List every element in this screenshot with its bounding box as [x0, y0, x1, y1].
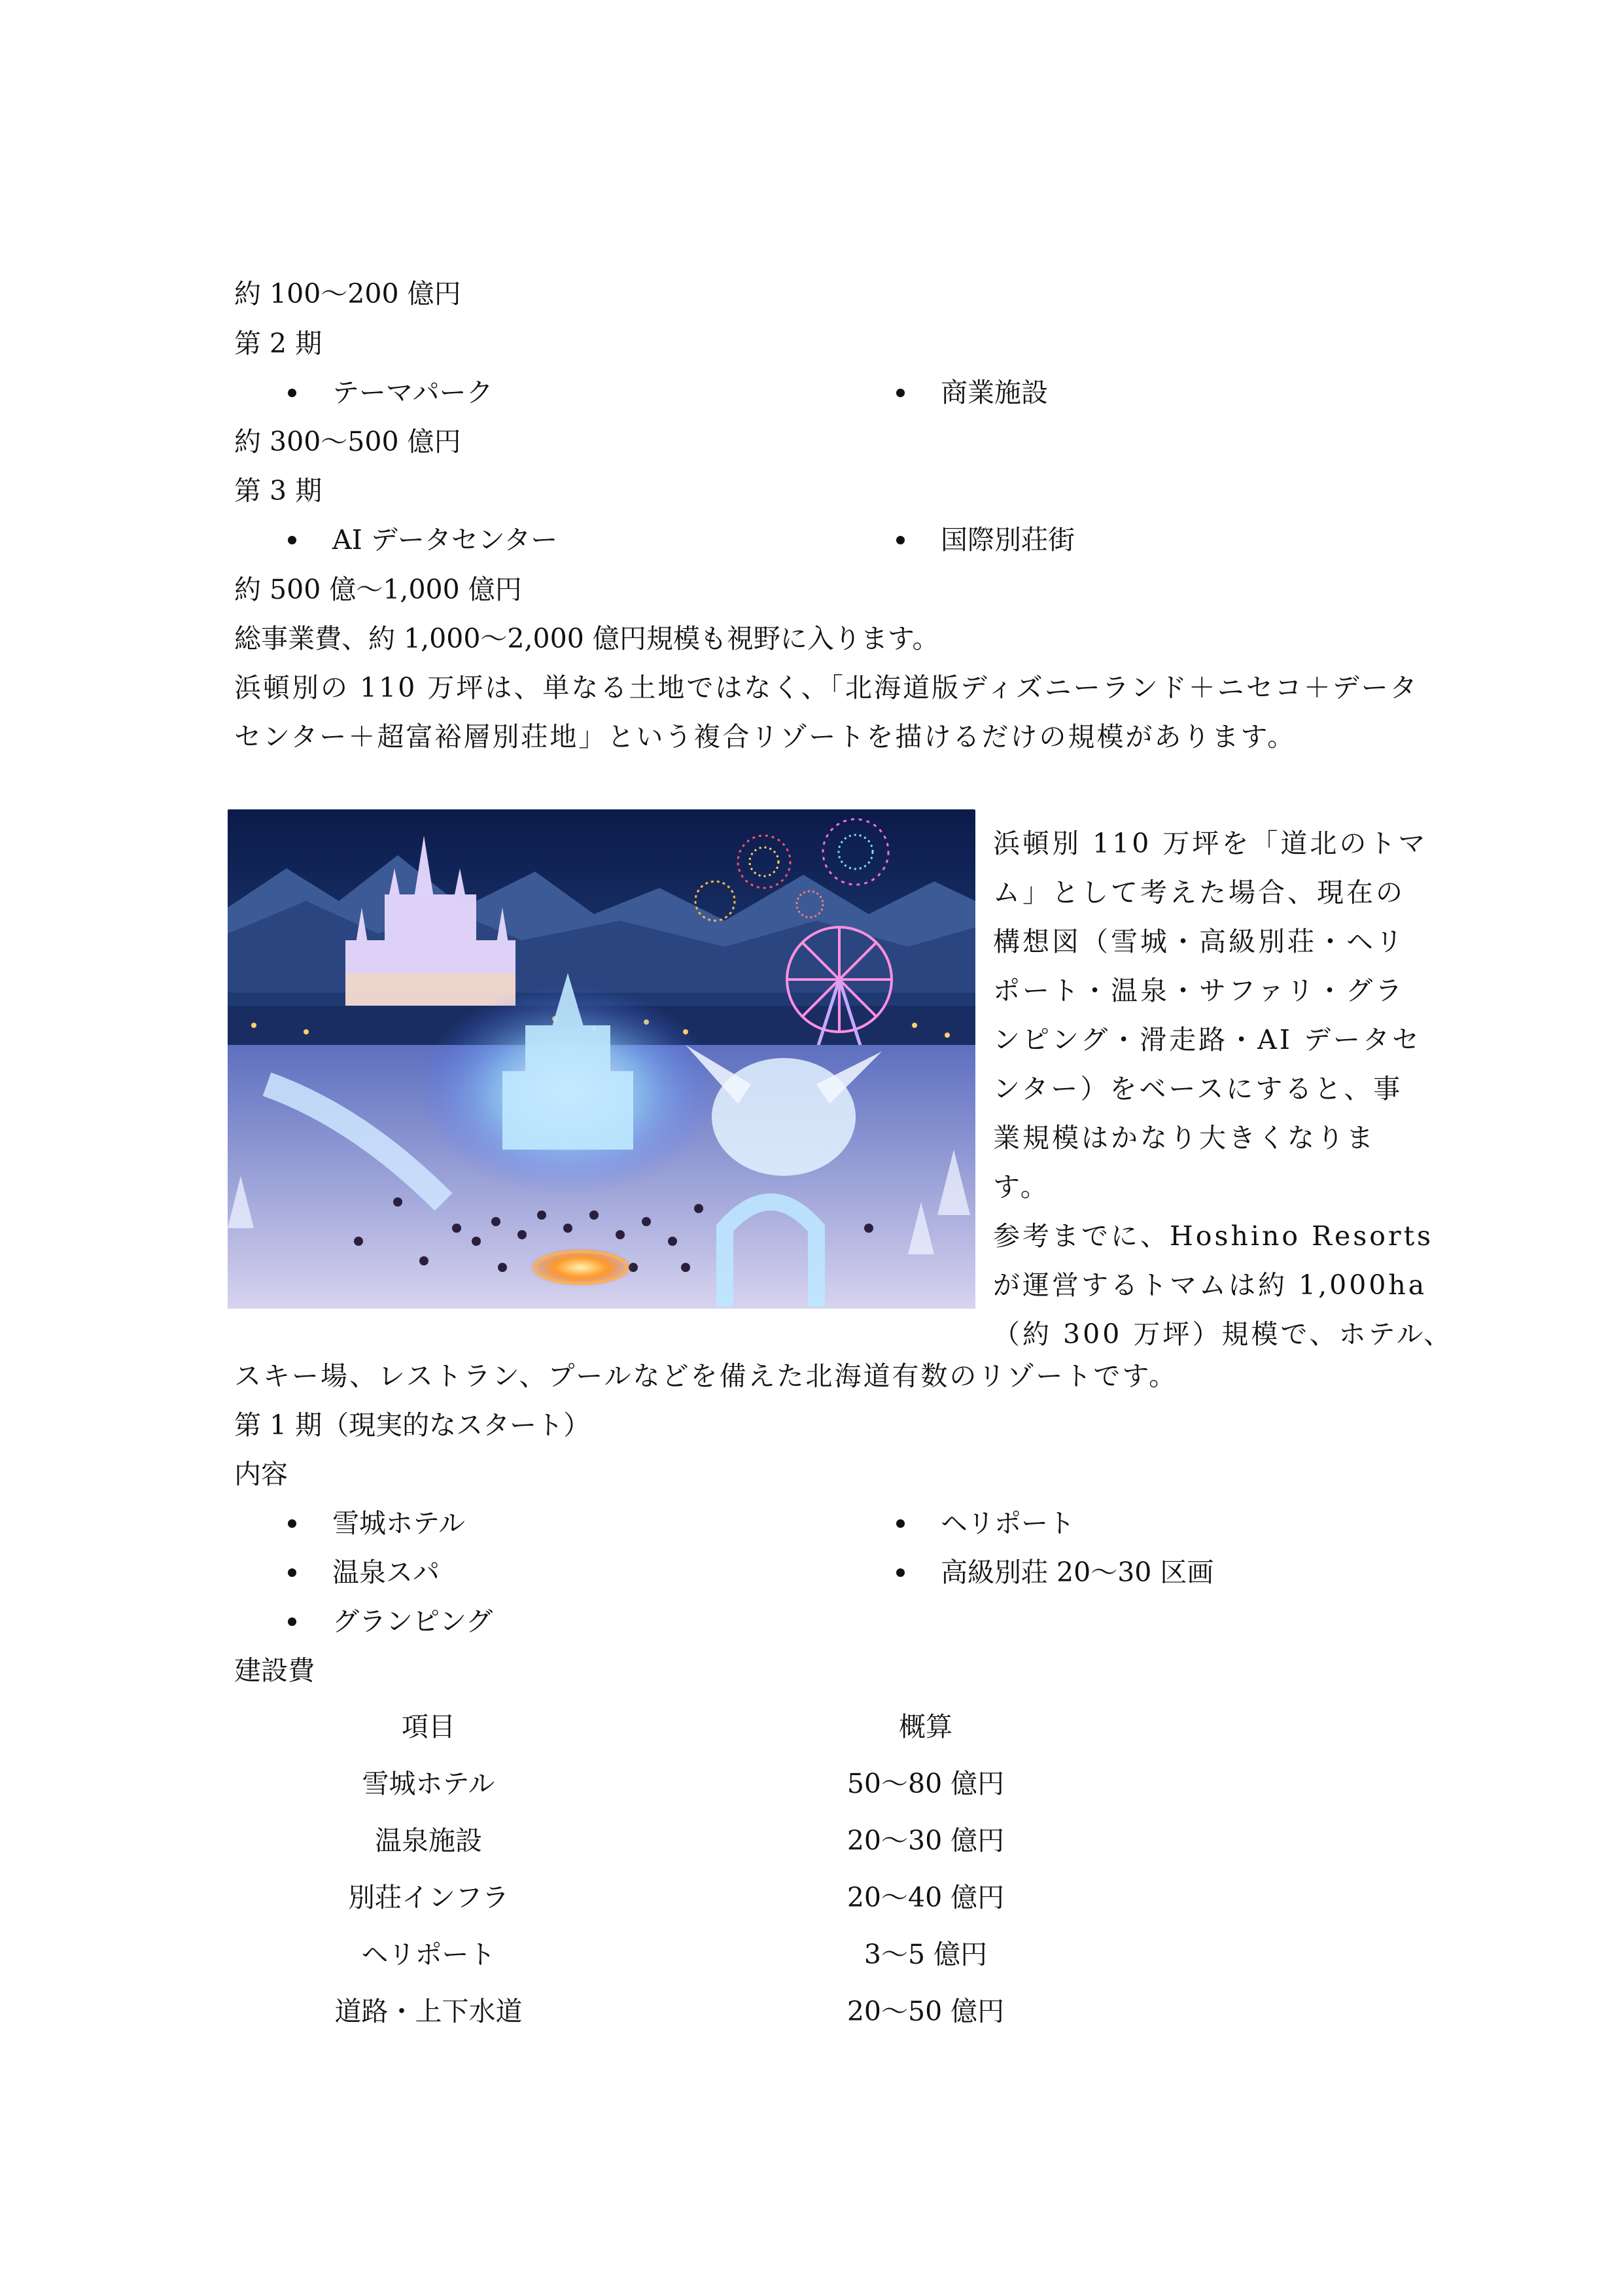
phase1-cost-line: 約 100〜200 億円	[234, 278, 461, 309]
phase1-heading: 第 1 期（現実的なスタート）	[234, 1409, 591, 1441]
side-line: ポート・温泉・サファリ・グラ	[993, 975, 1405, 1006]
list-item: テーマパーク	[332, 376, 493, 409]
bullet-icon	[896, 1519, 905, 1528]
side-line: ム」として考えた場合、現在の	[993, 877, 1405, 908]
side-line: が運営するトマムは約 1,000ha	[993, 1269, 1427, 1301]
side-line: 浜頓別 110 万坪を「道北のトマ	[993, 828, 1428, 859]
table-cell: 道路・上下水道	[334, 1996, 523, 2027]
paragraph-line: スキー場、レストラン、プールなどを備えた北海道有数のリゾートです。	[234, 1360, 1178, 1392]
list-item: ヘリポート	[941, 1507, 1075, 1540]
table-cell: 20〜30 億円	[846, 1825, 1005, 1856]
table-header: 概算	[899, 1711, 952, 1742]
bullet-icon	[288, 1519, 296, 1528]
bullet-icon	[288, 1568, 296, 1577]
table-cell: 50〜80 億円	[846, 1768, 1005, 1799]
bullet-icon	[896, 389, 905, 397]
side-line: 業規模はかなり大きくなりま	[993, 1122, 1376, 1154]
cost-label: 建設費	[234, 1655, 315, 1686]
illustration-image	[228, 809, 975, 1309]
phase3-cost-line: 約 500 億〜1,000 億円	[234, 574, 522, 605]
list-item: グランピング	[332, 1605, 493, 1638]
bullet-icon	[896, 536, 905, 544]
list-item: 高級別荘 20〜30 区画	[941, 1556, 1213, 1589]
bullet-icon	[288, 536, 296, 544]
table-cell: 雪城ホテル	[362, 1768, 495, 1799]
list-item: 温泉スパ	[332, 1556, 440, 1589]
content-label: 内容	[234, 1458, 288, 1490]
table-cell: 20〜40 億円	[846, 1882, 1005, 1913]
side-line: （約 300 万坪）規模で、ホテル、	[993, 1318, 1454, 1350]
table-cell: ヘリポート	[361, 1939, 496, 1970]
phase2-heading: 第 2 期	[234, 328, 323, 359]
bullet-icon	[896, 1568, 905, 1577]
table-cell: 別荘インフラ	[348, 1882, 509, 1913]
bullet-icon	[288, 389, 296, 397]
paragraph-line: センター＋超富裕層別荘地」という複合リゾートを描けるだけの規模があります。	[234, 721, 1297, 752]
table-cell: 20〜50 億円	[846, 1996, 1005, 2027]
table-header: 項目	[402, 1711, 455, 1742]
side-line: ンター）をベースにすると、事	[993, 1073, 1403, 1104]
bullet-icon	[288, 1617, 296, 1626]
snow-festival-illustration	[228, 809, 975, 1309]
list-item: 国際別荘街	[941, 523, 1075, 556]
side-paragraph	[993, 819, 1454, 1359]
list-item: 雪城ホテル	[332, 1507, 465, 1540]
side-line: ンピング・滑走路・AI データセ	[993, 1024, 1422, 1055]
phase3-heading: 第 3 期	[234, 475, 323, 506]
side-line: す。	[993, 1171, 1050, 1203]
list-item: 商業施設	[941, 376, 1048, 409]
total-cost-line: 総事業費、約 1,000〜2,000 億円規模も視野に入ります。	[234, 623, 939, 654]
phase2-cost-line: 約 300〜500 億円	[234, 426, 461, 457]
list-item: AI データセンター	[332, 523, 557, 556]
table-cell: 3〜5 億円	[864, 1939, 988, 1970]
side-line: 参考までに、Hoshino Resorts	[993, 1220, 1434, 1252]
side-line: 構想図（雪城・高級別荘・ヘリ	[993, 926, 1405, 957]
paragraph-line: 浜頓別の 110 万坪は、単なる土地ではなく、「北海道版ディズニーランド＋ニセコ＋データ	[234, 672, 1419, 703]
table-cell: 温泉施設	[375, 1825, 482, 1856]
